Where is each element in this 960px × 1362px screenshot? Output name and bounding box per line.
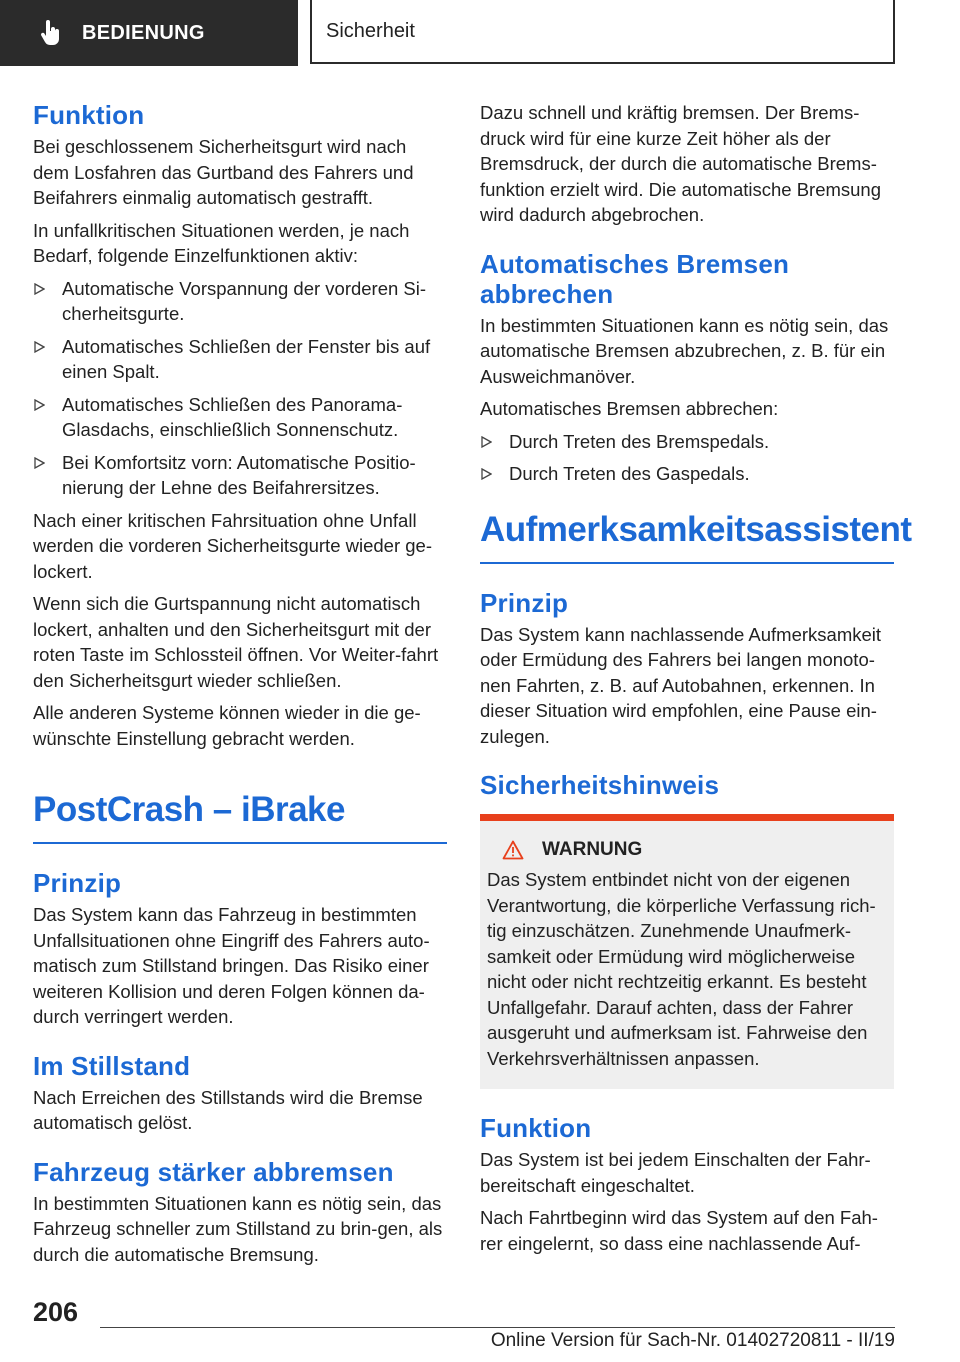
bullet-list xyxy=(33,276,447,501)
paragraph: Alle anderen Systeme können wieder in die ge-wünschte Einstellung gebracht werden. xyxy=(33,702,421,749)
paragraph: Nach Erreichen des Stillstands wird die Bremse automatisch gelöst. xyxy=(33,1086,423,1133)
paragraph: In bestimmten Situationen kann es nötig sein, das automatische Bremsen abzubrechen, z. B. für ein Ausweichmanöver. xyxy=(480,314,889,387)
list-item xyxy=(33,334,447,385)
list-item xyxy=(480,461,894,487)
list-item-text: Durch Treten des Bremspedals. xyxy=(509,430,770,452)
paragraph: Nach einer kritischen Fahrsituation ohne Unfall werden die vorderen Sicherheitsgurte wieder ge-lockert. xyxy=(33,509,432,582)
footer-divider xyxy=(100,1327,895,1328)
heading-funktion: Funktion xyxy=(33,100,145,130)
heading-prinzip: Prinzip xyxy=(33,868,122,898)
triangle-bullet-icon xyxy=(34,283,45,295)
paragraph: Dazu schnell und kräftig bremsen. Der Brems-druck wird für eine kurze Zeit höher als der Bremsdruck, der durch die automatische Brems-funktion erzielt wird. Die automatische Bremsung wird dadurch abgebrochen. xyxy=(480,102,882,225)
heading-aufmerksamkeitsassistent: Aufmerksamkeitsassistent xyxy=(480,508,894,564)
paragraph: Nach Fahrtbeginn wird das System auf den Fah-rer eingelernt, so dass eine nachlassende Auf- xyxy=(480,1207,878,1254)
warning-box xyxy=(480,821,894,1089)
list-item xyxy=(33,392,447,443)
triangle-bullet-icon xyxy=(481,436,492,448)
triangle-bullet-icon xyxy=(481,468,492,480)
list-item-text: Durch Treten des Gaspedals. xyxy=(509,463,750,484)
heading-prinzip: Prinzip xyxy=(480,587,569,618)
heading-sicherheitshinweis: Sicherheitshinweis xyxy=(480,770,720,800)
warning-title xyxy=(487,837,886,863)
page-number: 206 xyxy=(33,1297,79,1327)
warning-bar xyxy=(480,814,894,821)
list-item-text: Automatisches Schließen des Panorama-Glasdachs, einschließlich Sonnenschutz. xyxy=(62,393,403,440)
list-item-text: Automatisches Schließen der Fenster bis auf einen Spalt. xyxy=(62,335,431,382)
page-header xyxy=(0,0,960,66)
heading-postcrash: PostCrash – iBrake xyxy=(33,788,447,844)
paragraph: Das System ist bei jedem Einschalten der Fahr-bereitschaft eingeschaltet. xyxy=(480,1149,871,1196)
section-label: Sicherheit xyxy=(326,19,415,42)
paragraph: Das System kann nachlassende Aufmerksamkeit oder Ermüdung des Fahrers bei langen monoto-nen Fahrten, z. B. auf Autobahnen, erkennen. In dieser Situation wird empfohlen, eine Pause ein-zulegen. xyxy=(480,623,882,747)
paragraph: Wenn sich die Gurtspannung nicht automatisch lockert, anhalten und den Sicherheitsgurt mit der roten Taste im Schlossteil öffnen. Vor Weiter-fahrt den Sicherheitsgurt wieder schließen. xyxy=(33,593,439,691)
warning-text: Das System entbindet nicht von der eigenen Verantwortung, die körperliche Verfassung rich-tig einzuschätzen. Zunehmende Unaufmerk-samkeit oder Ermüdung wird möglicherweise nicht oder nicht rechtzeitig erkannt. Es besteht Unfallgefahr. Darauf achten, dass der Fahrer ausgeruht und aufmerksam ist. Fahrweise den Verkehrsverhältnissen anpassen. xyxy=(487,869,876,1069)
heading-funktion: Funktion xyxy=(480,1113,592,1143)
list-item xyxy=(480,429,894,455)
list-item-text: Automatische Vorspannung der vorderen Si-cherheitsgurte. xyxy=(62,277,427,324)
paragraph: In unfallkritischen Situationen werden, je nach Bedarf, folgende Einzelfunktionen aktiv: xyxy=(33,219,410,266)
warning-label: WARNUNG xyxy=(542,839,643,860)
paragraph: Bei geschlossenem Sicherheitsgurt wird nach dem Losfahren das Gurtband des Fahrers und Beifahrers einmalig automatisch gestrafft. xyxy=(33,136,414,208)
section-tab xyxy=(310,0,895,64)
paragraph: Automatisches Bremsen abbrechen: xyxy=(480,398,779,419)
footer-online-version: Online Version für Sach-Nr. 01402720811 - II/19 xyxy=(490,1330,895,1351)
chapter-label: BEDIENUNG xyxy=(82,21,205,44)
paragraph: Das System kann das Fahrzeug in bestimmten Unfallsituationen ohne Eingriff des Fahrers auto-matisch zum Stillstand bringen. Das Risiko einer weiteren Kollision und deren Folgen können da-durch verringert werden. xyxy=(33,904,430,1027)
heading-im-stillstand: Im Stillstand xyxy=(33,1050,191,1081)
right-column xyxy=(480,100,912,1263)
triangle-bullet-icon xyxy=(34,399,45,411)
list-item xyxy=(33,276,447,327)
paragraph: In bestimmten Situationen kann es nötig sein, das Fahrzeug schneller zum Stillstand zu brin-gen, als durch die automatische Bremsung. xyxy=(33,1192,443,1265)
triangle-bullet-icon xyxy=(34,341,45,353)
heading-bremsen-abbrechen: Automatisches Bremsen abbrechen xyxy=(480,248,790,309)
warning-triangle-icon xyxy=(502,840,524,860)
heading-staerker-abbremsen: Fahrzeug stärker abbremsen xyxy=(33,1156,394,1187)
hand-pointer-icon xyxy=(40,20,62,46)
list-item xyxy=(33,450,447,501)
bullet-list xyxy=(480,429,894,487)
triangle-bullet-icon xyxy=(34,457,45,469)
list-item-text: Bei Komfortsitz vorn: Automatische Positio-nierung der Lehne des Beifahrersitzes. xyxy=(62,451,416,498)
chapter-tab xyxy=(0,0,298,66)
left-column xyxy=(33,100,447,1274)
